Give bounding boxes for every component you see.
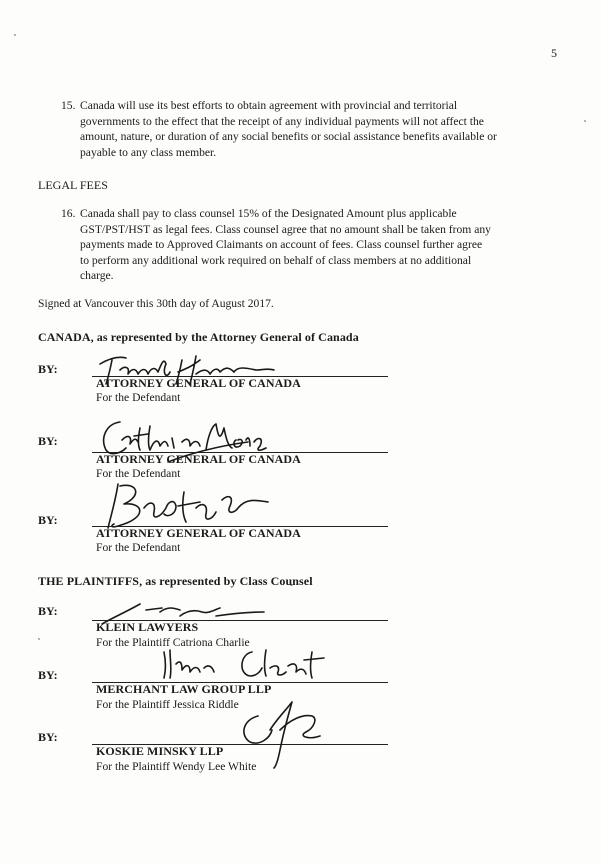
signer-subtitle: For the Defendant (96, 467, 181, 480)
signature-plaintiff-2 (160, 644, 330, 684)
clause-15-line: governments to the effect that the receipt of any individual payments will not affect the (80, 114, 484, 128)
scan-speck (14, 34, 16, 36)
signer-subtitle: For the Defendant (96, 391, 181, 404)
scan-speck (38, 638, 40, 640)
clause-16-line: GST/PST/HST as legal fees. Class counsel agree that no amount shall be taken from any (80, 222, 491, 236)
signed-at-line: Signed at Vancouver this 30th day of August 2017. (38, 297, 274, 310)
clause-16-text (80, 206, 600, 284)
signer-title: KOSKIE MINSKY LLP (96, 744, 224, 758)
signer-subtitle: For the Plaintiff Jessica Riddle (96, 698, 239, 711)
signer-title: MERCHANT LAW GROUP LLP (96, 682, 272, 696)
by-label: BY: (38, 730, 58, 744)
clause-16-line: Canada shall pay to class counsel 15% of the Designated Amount plus applicable (80, 207, 457, 220)
signature-plaintiff-3 (236, 690, 336, 770)
signer-title: ATTORNEY GENERAL OF CANADA (96, 526, 301, 540)
clause-15-line: Canada will use its best efforts to obtain agreement with provincial and territorial (80, 99, 458, 112)
by-label: BY: (38, 362, 58, 376)
by-label: BY: (38, 668, 58, 682)
plaintiffs-heading: THE PLAINTIFFS, as represented by Class Counsel (38, 574, 313, 588)
legal-fees-heading: LEGAL FEES (38, 178, 108, 192)
clause-15-line: amount, nature, or duration of any social benefits or social assistance benefits available or (80, 130, 497, 144)
by-label: BY: (38, 513, 58, 527)
clause-15-number: 15. (61, 99, 76, 112)
signer-title: ATTORNEY GENERAL OF CANADA (96, 376, 301, 390)
by-label: BY: (38, 434, 58, 448)
signer-title: KLEIN LAWYERS (96, 620, 199, 634)
signer-subtitle: For the Plaintiff Catriona Charlie (96, 636, 250, 649)
signer-subtitle: For the Defendant (96, 541, 181, 554)
page-number: 5 (551, 46, 557, 60)
clause-16-number: 16. (61, 207, 76, 220)
clause-15-text (80, 98, 600, 160)
canada-heading: CANADA, as represented by the Attorney General of Canada (38, 330, 359, 344)
clause-16-line: payments made to Approved Claimants on account of fees. Class counsel further agree (80, 238, 483, 252)
clause-16-line: charge. (80, 269, 114, 283)
signer-title: ATTORNEY GENERAL OF CANADA (96, 452, 301, 466)
signer-subtitle: For the Plaintiff Wendy Lee White (96, 760, 257, 773)
clause-16-line: to perform any additional work required on behalf of class members at no additional (80, 253, 472, 267)
by-label: BY: (38, 604, 58, 618)
clause-15-line: payable to any class member. (80, 145, 217, 159)
